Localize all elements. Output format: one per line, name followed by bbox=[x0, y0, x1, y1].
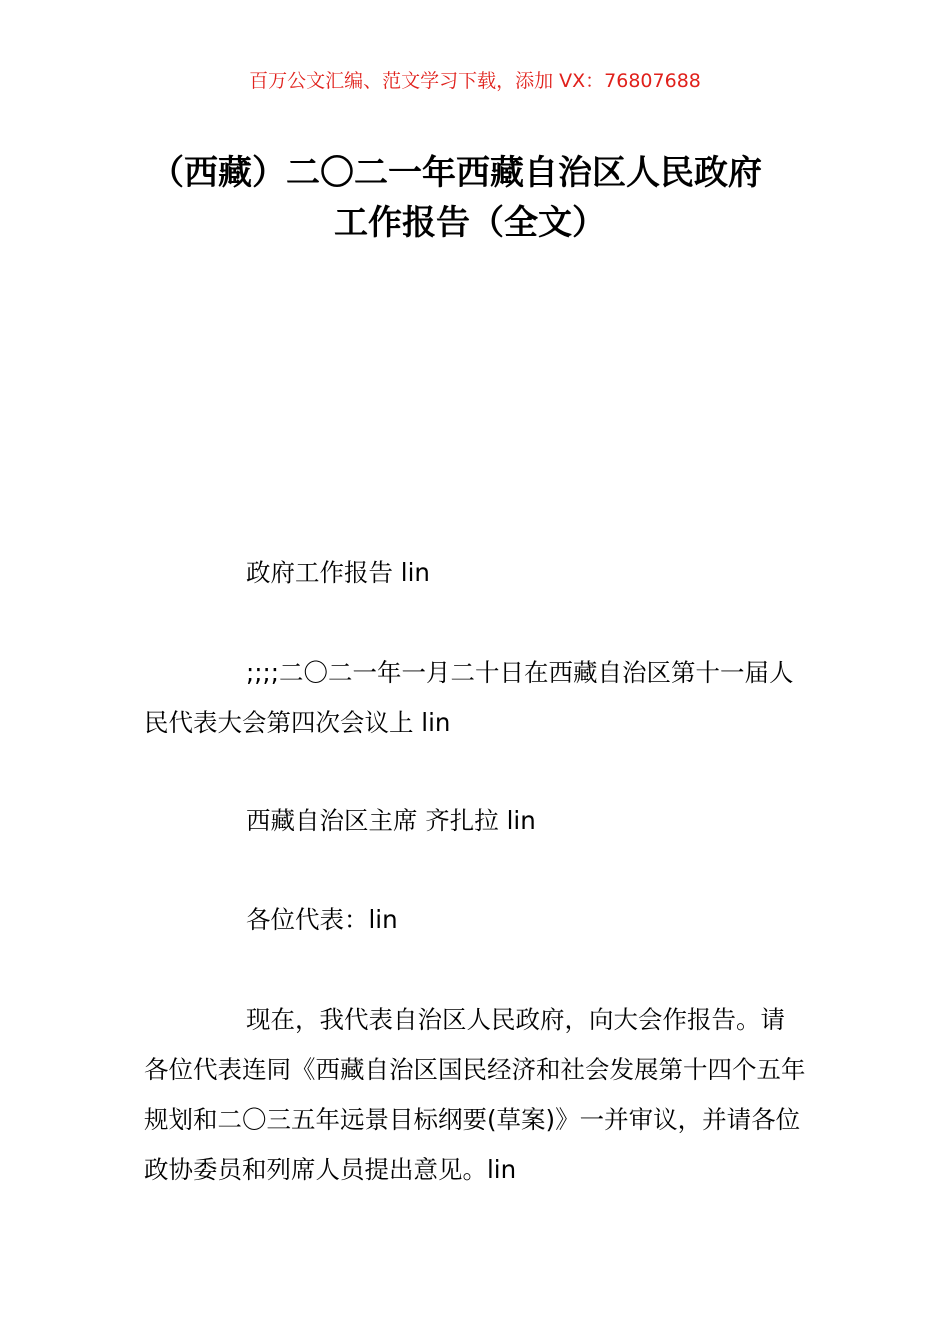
document-title bbox=[150, 148, 810, 248]
paragraph-meeting-date: ;;;;二〇二一年一月二十日在西藏自治区第十一届人民代表大会第四次会议上 lin bbox=[144, 658, 794, 737]
paragraph-report-heading: 政府工作报告 lin bbox=[246, 558, 430, 587]
paragraph-salutation: 各位代表：lin bbox=[246, 905, 398, 934]
document-title-line-1: （西藏）二〇二一年西藏自治区人民政府 bbox=[150, 153, 762, 193]
paragraph-opening: 现在，我代表自治区人民政府，向大会作报告。请各位代表连同《西藏自治区国民经济和社会发展第十四个五年规划和二〇三五年远景目标纲要(草案)》一并审议，并请各位政协委员和列席人员提出意见。lin bbox=[144, 1005, 806, 1184]
header-watermark-note: 百万公文汇编、范文学习下载，添加 VX：76807688 bbox=[249, 70, 701, 92]
paragraph-speaker: 西藏自治区主席 齐扎拉 lin bbox=[246, 806, 536, 835]
document-title-line-2: 工作报告（全文） bbox=[334, 203, 606, 243]
